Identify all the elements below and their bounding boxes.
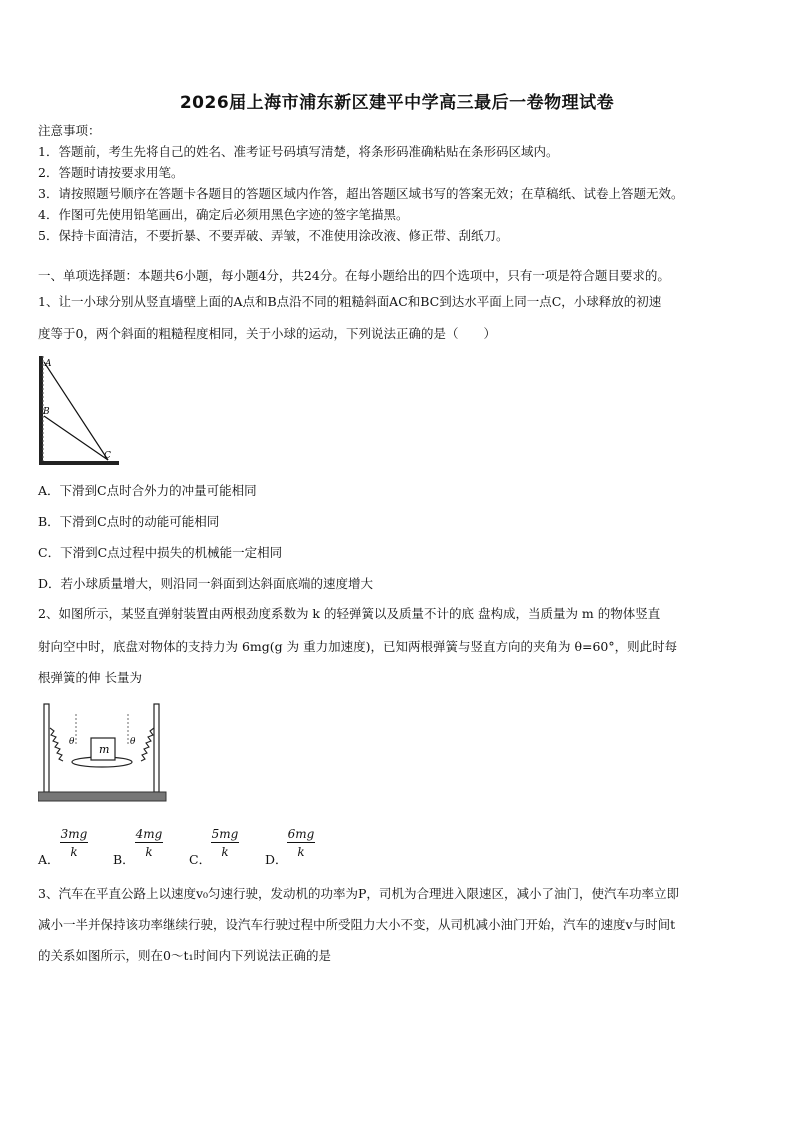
q1-option-d: D．若小球质量增大，则沿同一斜面到达斜面底端的速度增大: [38, 576, 374, 591]
notice-item: 4．作图可先使用铅笔画出，确定后必须用黑色字迹的签字笔描黑。: [38, 207, 409, 222]
q2-stem-line3: 根弹簧的伸 长量为: [38, 670, 142, 685]
mass-label: m: [99, 743, 110, 756]
fraction-numerator: 4mg: [135, 827, 163, 841]
notice-heading: 注意事项：: [38, 123, 101, 138]
theta-left-label: θ: [69, 737, 75, 747]
notice-item: 3．请按照题号顺序在答题卡各题目的答题区域内作答，超出答题区域书写的答案无效；在草稿纸、试卷上答题无效。: [38, 186, 684, 201]
q1-stem-line2: 度等于0，两个斜面的粗糙程度相同，关于小球的运动，下列说法正确的是（ ）: [38, 326, 496, 341]
q2-option-c-label: C．: [189, 852, 212, 867]
fraction-denominator: k: [70, 845, 78, 859]
point-b-label: B: [43, 407, 50, 417]
q1-option-b: B．下滑到C点时的动能可能相同: [38, 514, 220, 529]
q3-stem-line3: 的关系如图所示，则在0～t₁时间内下列说法正确的是: [38, 948, 331, 963]
q2-option-b-label: B．: [113, 852, 135, 867]
fraction-numerator: 3mg: [60, 827, 88, 841]
fraction-denominator: k: [221, 845, 229, 859]
fraction-numerator: 5mg: [211, 827, 239, 841]
notice-item: 2．答题时请按要求用笔。: [38, 165, 184, 180]
q2-stem-line1: 2、如图所示，某竖直弹射装置由两根劲度系数为 k 的轻弹簧以及质量不计的底 盘构成，当质量为 m 的物体竖直: [38, 606, 661, 621]
q2-option-d-label: D．: [265, 852, 288, 867]
q2-spring-launcher-figure: [38, 700, 170, 804]
q3-stem-line1: 3、汽车在平直公路上以速度v₀匀速行驶，发动机的功率为P，司机为合理进入限速区，减小了油门，使汽车功率立即: [38, 886, 679, 901]
q2-option-a-fraction: [60, 827, 88, 859]
section-heading: 一、单项选择题：本题共6小题，每小题4分，共24分。在每小题给出的四个选项中，只有一项是符合题目要求的。: [38, 268, 670, 283]
q2-stem-line2: 射向空中时，底盘对物体的支持力为 6mg(g 为 重力加速度)，已知两根弹簧与竖直方向的夹角为 θ=60°，则此时每: [38, 639, 678, 654]
q2-option-c-fraction: [211, 827, 239, 859]
q1-option-c: C．下滑到C点过程中损失的机械能一定相同: [38, 545, 283, 560]
q1-option-a: A．下滑到C点时合外力的冲量可能相同: [38, 483, 257, 498]
notice-item: 1．答题前，考生先将自己的姓名、准考证号码填写清楚，将条形码准确粘贴在条形码区域内。: [38, 144, 559, 159]
q2-option-d-fraction: [287, 827, 315, 859]
point-a-label: A: [45, 359, 52, 369]
q1-stem-line1: 1、让一小球分别从竖直墙壁上面的A点和B点沿不同的粗糙斜面AC和BC到达水平面上同一点C，小球释放的初速: [38, 294, 662, 309]
q2-option-b-fraction: [135, 827, 163, 859]
q1-incline-figure: [36, 352, 126, 468]
fraction-numerator: 6mg: [287, 827, 315, 841]
theta-right-label: θ: [130, 737, 136, 747]
q2-option-a-label: A．: [38, 852, 60, 867]
point-c-label: C: [104, 451, 111, 461]
notice-item: 5．保持卡面清洁，不要折暴、不要弄破、弄皱，不准使用涂改液、修正带、刮纸刀。: [38, 228, 509, 243]
q3-stem-line2: 减小一半并保持该功率继续行驶，设汽车行驶过程中所受阻力大小不变，从司机减小油门开始，汽车的速度v与时间t: [38, 917, 676, 932]
fraction-denominator: k: [145, 845, 153, 859]
page-title: 2026届上海市浦东新区建平中学高三最后一卷物理试卷: [179, 93, 615, 113]
fraction-denominator: k: [297, 845, 305, 859]
